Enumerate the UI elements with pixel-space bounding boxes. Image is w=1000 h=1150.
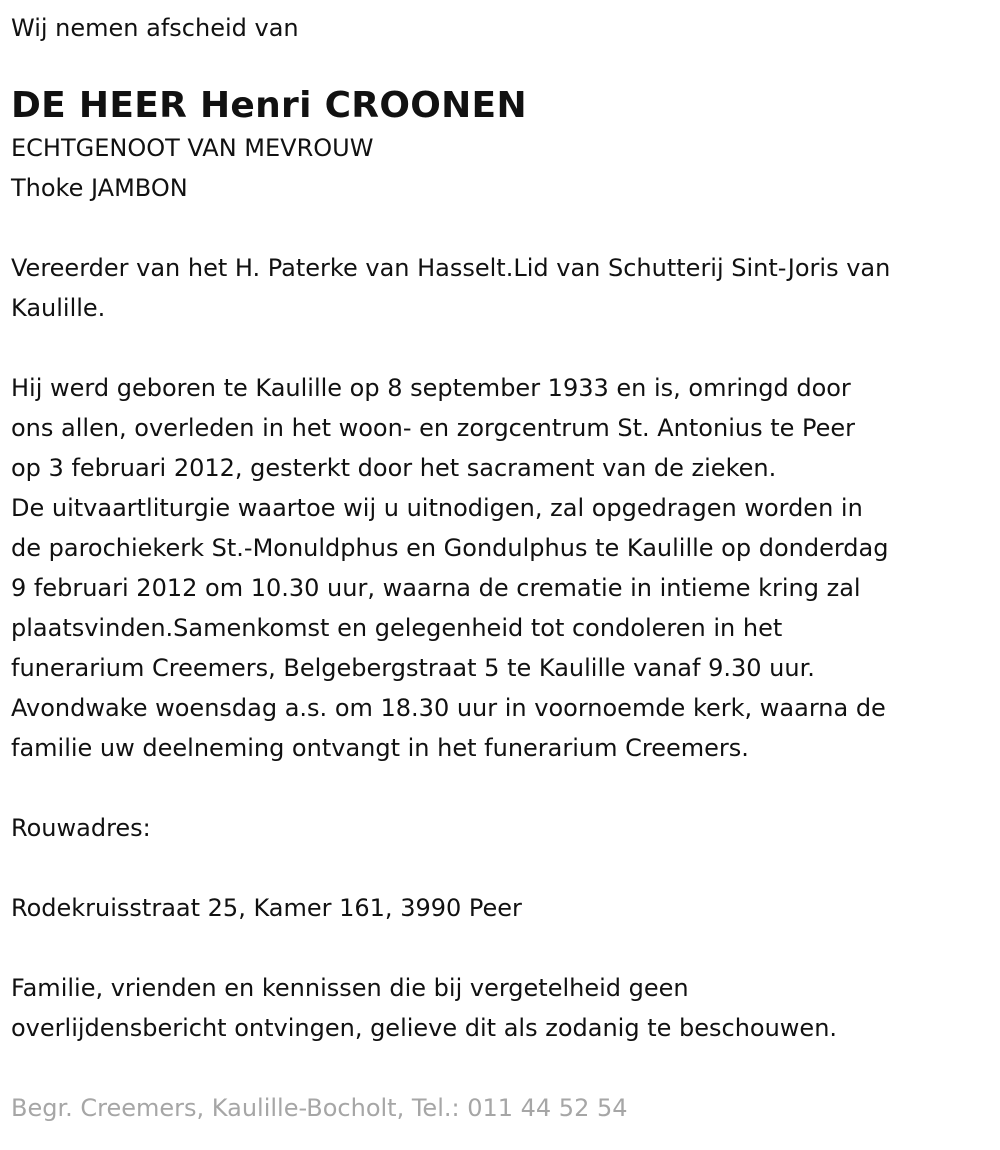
mourning-address: Rodekruisstraat 25, Kamer 161, 3990 Peer	[11, 894, 522, 922]
details-line: Hij werd geboren te Kaulille op 8 september 1933 en is, omringd door	[11, 374, 851, 402]
details-line: op 3 februari 2012, gesterkt door het sacrament van de zieken.	[11, 454, 777, 482]
memberships-line: Vereerder van het H. Paterke van Hasselt.Lid van Schutterij Sint-Joris van	[11, 254, 891, 282]
details-line: de parochiekerk St.-Monuldphus en Gondulphus te Kaulille op donderdag	[11, 534, 889, 562]
undertaker-credit: Begr. Creemers, Kaulille-Bocholt, Tel.: 011 44 52 54	[11, 1094, 628, 1122]
details-line: Avondwake woensdag a.s. om 18.30 uur in voornoemde kerk, waarna de	[11, 694, 886, 722]
spouse-title: ECHTGENOOT VAN MEVROUW	[11, 134, 374, 162]
details-line: ons allen, overleden in het woon- en zorgcentrum St. Antonius te Peer	[11, 414, 856, 442]
memberships-paragraph	[11, 248, 991, 328]
closing-line: Familie, vrienden en kennissen die bij vergetelheid geen	[11, 974, 689, 1002]
details-line: funerarium Creemers, Belgebergstraat 5 te Kaulille vanaf 9.30 uur.	[11, 654, 815, 682]
details-line: familie uw deelneming ontvangt in het funerarium Creemers.	[11, 734, 749, 762]
details-paragraph	[11, 368, 991, 768]
details-line: plaatsvinden.Samenkomst en gelegenheid tot condoleren in het	[11, 614, 783, 642]
intro-text: Wij nemen afscheid van	[11, 14, 299, 42]
spouse-name: Thoke JAMBON	[11, 174, 188, 202]
closing-line: overlijdensbericht ontvingen, gelieve dit als zodanig te beschouwen.	[11, 1014, 838, 1042]
closing-paragraph	[11, 968, 991, 1048]
deceased-name: DE HEER Henri CROONEN	[11, 85, 527, 126]
details-line: 9 februari 2012 om 10.30 uur, waarna de crematie in intieme kring zal	[11, 574, 861, 602]
memberships-line: Kaulille.	[11, 294, 106, 322]
obituary-notice	[11, 8, 991, 1128]
details-line: De uitvaartliturgie waartoe wij u uitnodigen, zal opgedragen worden in	[11, 494, 863, 522]
address-label: Rouwadres:	[11, 814, 151, 842]
